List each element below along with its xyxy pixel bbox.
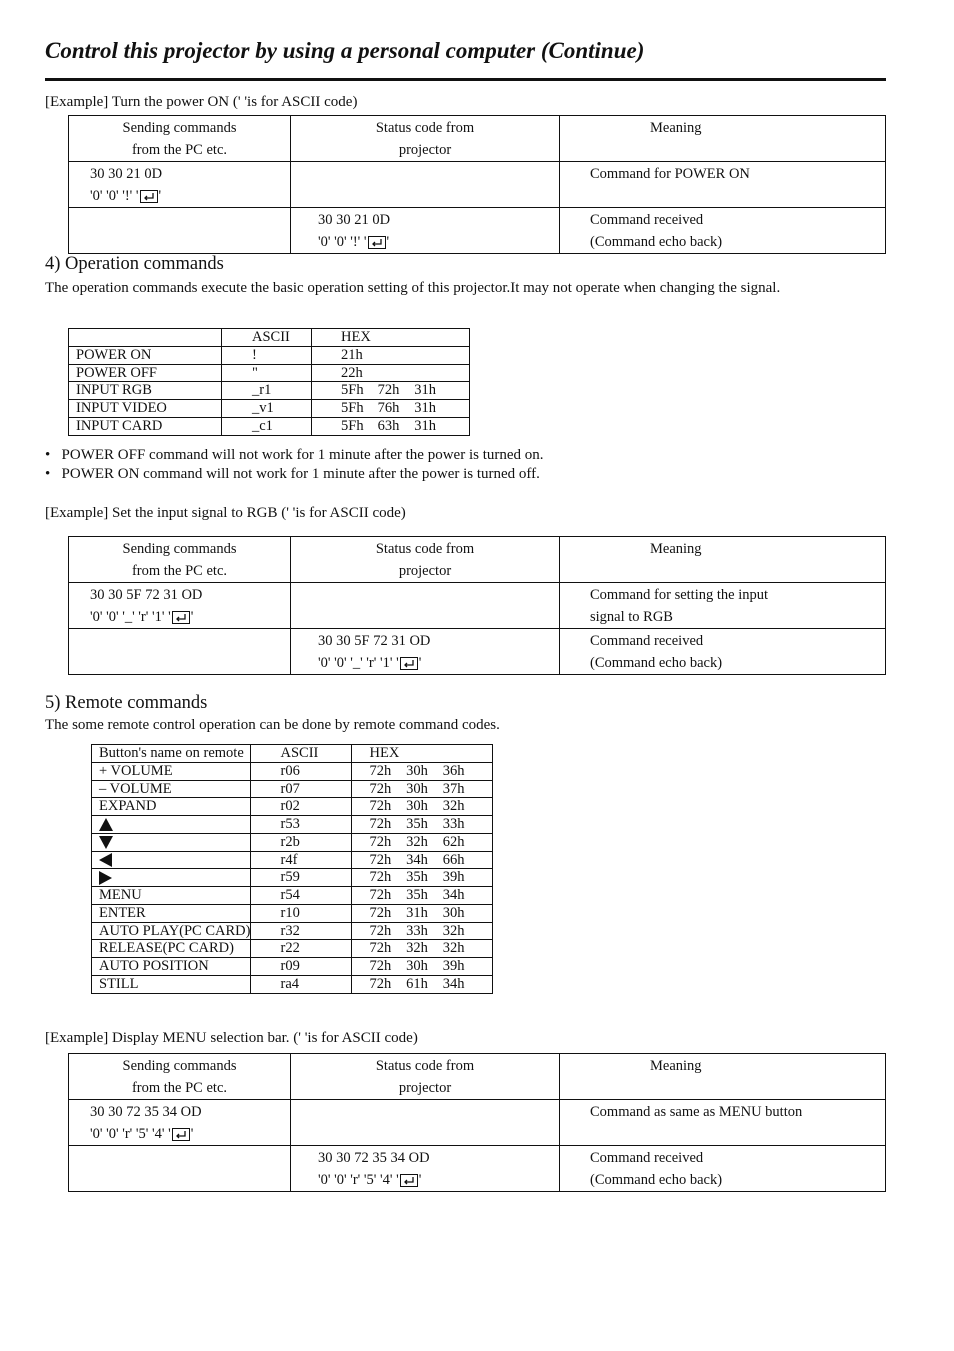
example2-caption: [Example] Set the input signal to RGB (' 'is for ASCII code) bbox=[45, 505, 406, 521]
send-cell: 30 30 5F 72 31 OD '0' '0' '_' 'r' '1' ' ' bbox=[69, 583, 291, 629]
table-row: ENTER r10 72h 31h 30h bbox=[92, 904, 493, 922]
table-row: STILL ra4 72h 61h 34h bbox=[92, 975, 493, 993]
section5-description: The some remote control operation can be done by remote command codes. bbox=[45, 717, 500, 733]
enter-key-icon bbox=[400, 1174, 418, 1187]
example3-caption: [Example] Display MENU selection bar. (' 'is for ASCII code) bbox=[45, 1030, 418, 1046]
table-row: r59 72h 35h 39h bbox=[92, 869, 493, 887]
left-arrow-icon bbox=[99, 853, 112, 867]
meaning-cell: Command for POWER ON bbox=[560, 162, 886, 208]
status-cell bbox=[291, 1100, 560, 1146]
section4-heading: 4) Operation commands bbox=[45, 254, 224, 274]
example1-caption: [Example] Turn the power ON (' 'is for ASCII code) bbox=[45, 94, 358, 110]
header-send: Sending commands from the PC etc. bbox=[69, 1054, 291, 1100]
up-arrow-icon bbox=[99, 818, 113, 831]
table-row: r2b 72h 32h 62h bbox=[92, 833, 493, 851]
status-cell bbox=[291, 583, 560, 629]
table-row: r4f 72h 34h 66h bbox=[92, 851, 493, 869]
send-cell bbox=[69, 1146, 291, 1192]
header-status: Status code from projector bbox=[291, 1054, 560, 1100]
send-cell: 30 30 21 0D '0' '0' '!' ' ' bbox=[69, 162, 291, 208]
table-row: POWER ON ! 21h bbox=[69, 346, 470, 364]
enter-key-icon bbox=[140, 190, 158, 203]
header-send: Sending commands from the PC etc. bbox=[69, 116, 291, 162]
header-send: Sending commands from the PC etc. bbox=[69, 537, 291, 583]
table-row: + VOLUME r06 72h 30h 36h bbox=[92, 762, 493, 780]
note-1: • POWER OFF command will not work for 1 minute after the power is turned on. bbox=[45, 447, 544, 463]
table-row: INPUT VIDEO _v1 5Fh 76h 31h bbox=[69, 400, 470, 418]
table-row: RELEASE(PC CARD) r22 72h 32h 32h bbox=[92, 940, 493, 958]
note-2: • POWER ON command will not work for 1 minute after the power is turned off. bbox=[45, 466, 540, 482]
meaning-cell: Command received (Command echo back) bbox=[560, 208, 886, 254]
table-row: AUTO PLAY(PC CARD) r32 72h 33h 32h bbox=[92, 922, 493, 940]
operation-commands-table: ASCII HEX POWER ON ! 21h POWER OFF " 22h INPUT RGB _r1 5Fh 72h 31h INPUT VIDEO _v1 5Fh 76h 31h INPUT CARD _c1 5Fh 63h 31h bbox=[68, 328, 470, 436]
remote-commands-table: Button's name on remote ASCII HEX + VOLUME r06 72h 30h 36h – VOLUME r07 72h 30h 37h EXPAND r02 72h 30h 32h r53 72h 35h 33h r2b 72h 32h 62h r4f 72h 34h 66h r59 72h 35h 39h MENU r54 72h 35h 34h ENTER r10 72h 31h 30h AUTO PLAY(PC CARD) r32 72h 33h 32h RELEASE(PC CARD) r22 72h 32h 32h AUTO POSITION r09 72h 30h 39h STILL ra4 72h 61h 34h bbox=[91, 744, 493, 994]
enter-key-icon bbox=[172, 611, 190, 624]
header-status: Status code from projector bbox=[291, 537, 560, 583]
meaning-cell: Command received (Command echo back) bbox=[560, 629, 886, 675]
table-row: MENU r54 72h 35h 34h bbox=[92, 887, 493, 905]
example3-table bbox=[68, 1053, 886, 1192]
table-row: INPUT RGB _r1 5Fh 72h 31h bbox=[69, 382, 470, 400]
right-arrow-icon bbox=[99, 871, 112, 885]
table-row: POWER OFF " 22h bbox=[69, 364, 470, 382]
table-row: – VOLUME r07 72h 30h 37h bbox=[92, 780, 493, 798]
header-meaning: Meaning bbox=[560, 1054, 886, 1100]
header-status: Status code from projector bbox=[291, 116, 560, 162]
enter-key-icon bbox=[400, 657, 418, 670]
table-row: AUTO POSITION r09 72h 30h 39h bbox=[92, 958, 493, 976]
header-meaning: Meaning bbox=[560, 537, 886, 583]
status-cell: 30 30 21 0D '0' '0' '!' ' ' bbox=[291, 208, 560, 254]
status-cell: 30 30 5F 72 31 OD '0' '0' '_' 'r' '1' ' ' bbox=[291, 629, 560, 675]
down-arrow-icon bbox=[99, 836, 113, 849]
status-cell bbox=[291, 162, 560, 208]
enter-key-icon bbox=[172, 1128, 190, 1141]
header-meaning: Meaning bbox=[560, 116, 886, 162]
page-title: Control this projector by using a personal computer (Continue) bbox=[45, 38, 645, 63]
title-rule bbox=[45, 78, 886, 81]
send-cell: 30 30 72 35 34 OD '0' '0' 'r' '5' '4' ' ' bbox=[69, 1100, 291, 1146]
section5-heading: 5) Remote commands bbox=[45, 693, 208, 713]
table-row: r53 72h 35h 33h bbox=[92, 816, 493, 834]
example2-table bbox=[68, 536, 886, 675]
table-row: EXPAND r02 72h 30h 32h bbox=[92, 798, 493, 816]
send-cell bbox=[69, 629, 291, 675]
send-cell bbox=[69, 208, 291, 254]
meaning-cell: Command for setting the input signal to RGB bbox=[560, 583, 886, 629]
section4-description: The operation commands execute the basic operation setting of this projector.It may not operate when changing the signal. bbox=[45, 280, 781, 296]
enter-key-icon bbox=[368, 236, 386, 249]
status-cell: 30 30 72 35 34 OD '0' '0' 'r' '5' '4' ' ' bbox=[291, 1146, 560, 1192]
meaning-cell: Command as same as MENU button bbox=[560, 1100, 886, 1146]
table-row: INPUT CARD _c1 5Fh 63h 31h bbox=[69, 417, 470, 435]
example1-table bbox=[68, 115, 886, 254]
meaning-cell: Command received (Command echo back) bbox=[560, 1146, 886, 1192]
